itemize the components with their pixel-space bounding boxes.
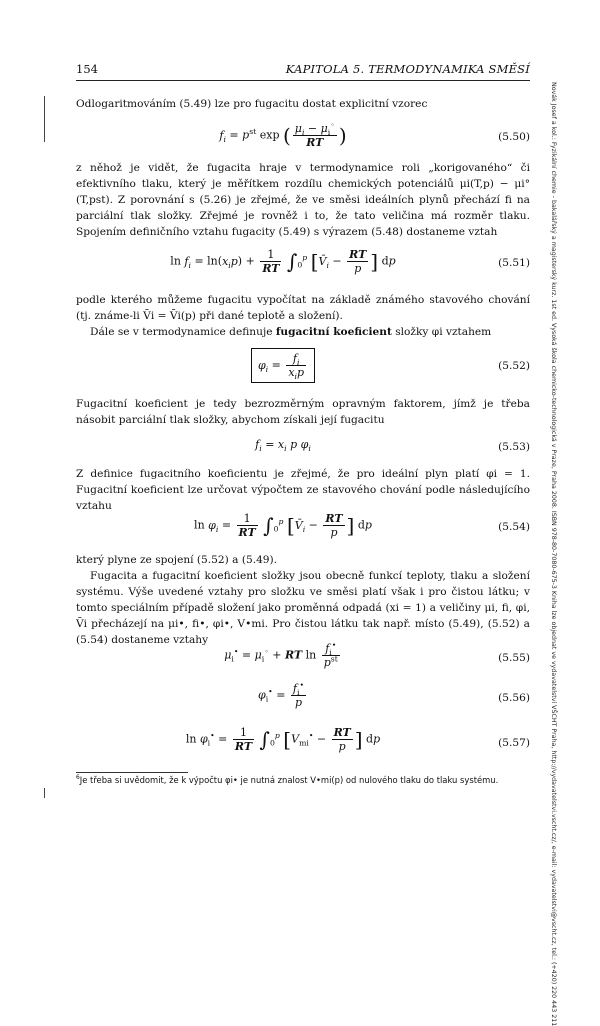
equation-number: (5.55) [498, 652, 530, 664]
footnote [76, 775, 530, 786]
equation-5-51: $\ln f_i = \ln(x_ip)$ + $\frac{1}{RT}$ $\int_0^p$ [$V̄_i$ − $\frac{RT}{p}$ ] dp (5.51) [170, 248, 530, 275]
footnote-mark: 6 [76, 775, 80, 782]
equation-number: (5.50) [498, 131, 530, 143]
paragraph: podle kterého můžeme fugacitu vypočítat na základě známého stavového chování (tj. známe-li V̄i = V̄i(p) při dané teplotě a složení). [76, 294, 530, 322]
equation-5-55: $\mu_i^• = \mu_i^◦$ + RT ln $f_i^•$ $p^{st}$ (5.55) [224, 640, 530, 669]
paragraph: Z definice fugacitního koeficientu je zřejmé, že pro ideální plyn platí φi = 1. Fugacitní koeficient lze určovat výpočtem ze stavového chování podle následujícího vztahu [76, 468, 530, 512]
term-bold: fugacitní koeficient [275, 326, 392, 338]
running-title: KAPITOLA 5. TERMODYNAMIKA SMĚSÍ [285, 62, 530, 76]
equation-5-53: $f_i = x_i$ p $\varphi_i$ (5.53) [255, 438, 530, 454]
paragraph: Fugacitní koeficient je tedy bezrozměrným opravným faktorem, jímž je třeba násobit parciální tlak složky, abychom získali její fugacitu [76, 398, 530, 426]
paragraph: Odlogaritmováním (5.49) lze pro fugacitu dostat explicitní vzorec [76, 98, 428, 110]
paragraph: který plyne ze spojení (5.52) a (5.49). [76, 554, 278, 566]
equation-5-52: $\varphi_i$ = $f_i$ $x_ip$ (5.52) [76, 346, 530, 386]
equation-number: (5.54) [498, 521, 530, 533]
paragraph: Fugacita a fugacitní koeficient složky jsou obecně funkcí teploty, tlaku a složení systému. Výše uvedené vztahy pro složku ve směsi platí však i pro čistou látku; v tomto speciálním případě složení jako proměnná odpadá (xi = 1) a veličiny μi, fi, φi, V̄i přecházejí na μi•, fi•, φi•, V•mi. Pro čistou látku tak např. místo (5.49), (5.52) a (5.54) dostaneme vztahy [76, 570, 530, 646]
equation-number: (5.56) [498, 692, 530, 704]
running-header [76, 62, 530, 78]
footnote-text: Je třeba si uvědomit, že k výpočtu φi• je nutná znalost V•mi(p) od nulového tlaku do tlaku systému. [79, 775, 499, 785]
equation-number: (5.51) [498, 257, 530, 269]
page-number: 154 [76, 62, 98, 76]
footnote-rule [76, 772, 188, 773]
paragraph [76, 324, 530, 340]
margin-change-bar [44, 788, 45, 798]
equation-5-54: $\ln \varphi_i$ = $\frac{1}{RT}$ $\int_0^p$ [$V̄_i$ − $\frac{RT}{p}$ ] dp (5.54) [194, 512, 530, 539]
equation-5-56: $\varphi_i^•$ = $\frac{f_i^•}{p}$ (5.56) [257, 680, 530, 709]
equation-number: (5.52) [498, 360, 530, 372]
side-note-text: Novák Josef a kol.: Fyzikální chemie - bakalářský a magisterský kurz. 1st ed. Vysoká škola chemicko-technologická v Praze, Praha 2008. ISBN 978-80-7080-675-3 Kniha lze objednat ve vydavatelství VŠCHT Praha, http://vydavatelstvi.vscht.cz/, e-mail: vydavatelstvi@vscht.cz, tel.: (+420) 220 443 211 [550, 82, 557, 1026]
margin-change-bar [44, 96, 45, 142]
side-note [538, 82, 578, 1026]
header-rule [76, 80, 530, 81]
equation-5-50: $f_i = p^{st}$ exp ( $\frac{\mu_i - \mu_i^◦}{RT}$ ) (5.50) [219, 120, 530, 149]
equation-number: (5.53) [498, 441, 530, 453]
equation-5-57: $\ln \varphi_i^•$ = $\frac{1}{RT}$ $\int_0^p$ [$V_{mi}^•$ − $\frac{RT}{p}$ ] dp (5.57) [185, 726, 530, 753]
paragraph-text: Dále se v termodynamice definuje [90, 326, 276, 338]
equation-number: (5.57) [498, 737, 530, 749]
paragraph: z něhož je vidět, že fugacita hraje v termodynamice roli „korigovaného“ či efektivního tlaku, který je měřítkem rozdílu chemických potenciálů μi(T,p) − μi°(T,pst). Z porovnání s (5.26) je zřejmé, že ve směsi ideálních plynů přechází fi na parciální tlak složky. Zřejmé je rovněž i to, že tato veličina má rozměr tlaku. Spojením definičního vztahu fugacity (5.49) s výrazem (5.48) dostaneme vztah [76, 162, 530, 238]
paragraph-text: složky φi vztahem [391, 326, 492, 338]
